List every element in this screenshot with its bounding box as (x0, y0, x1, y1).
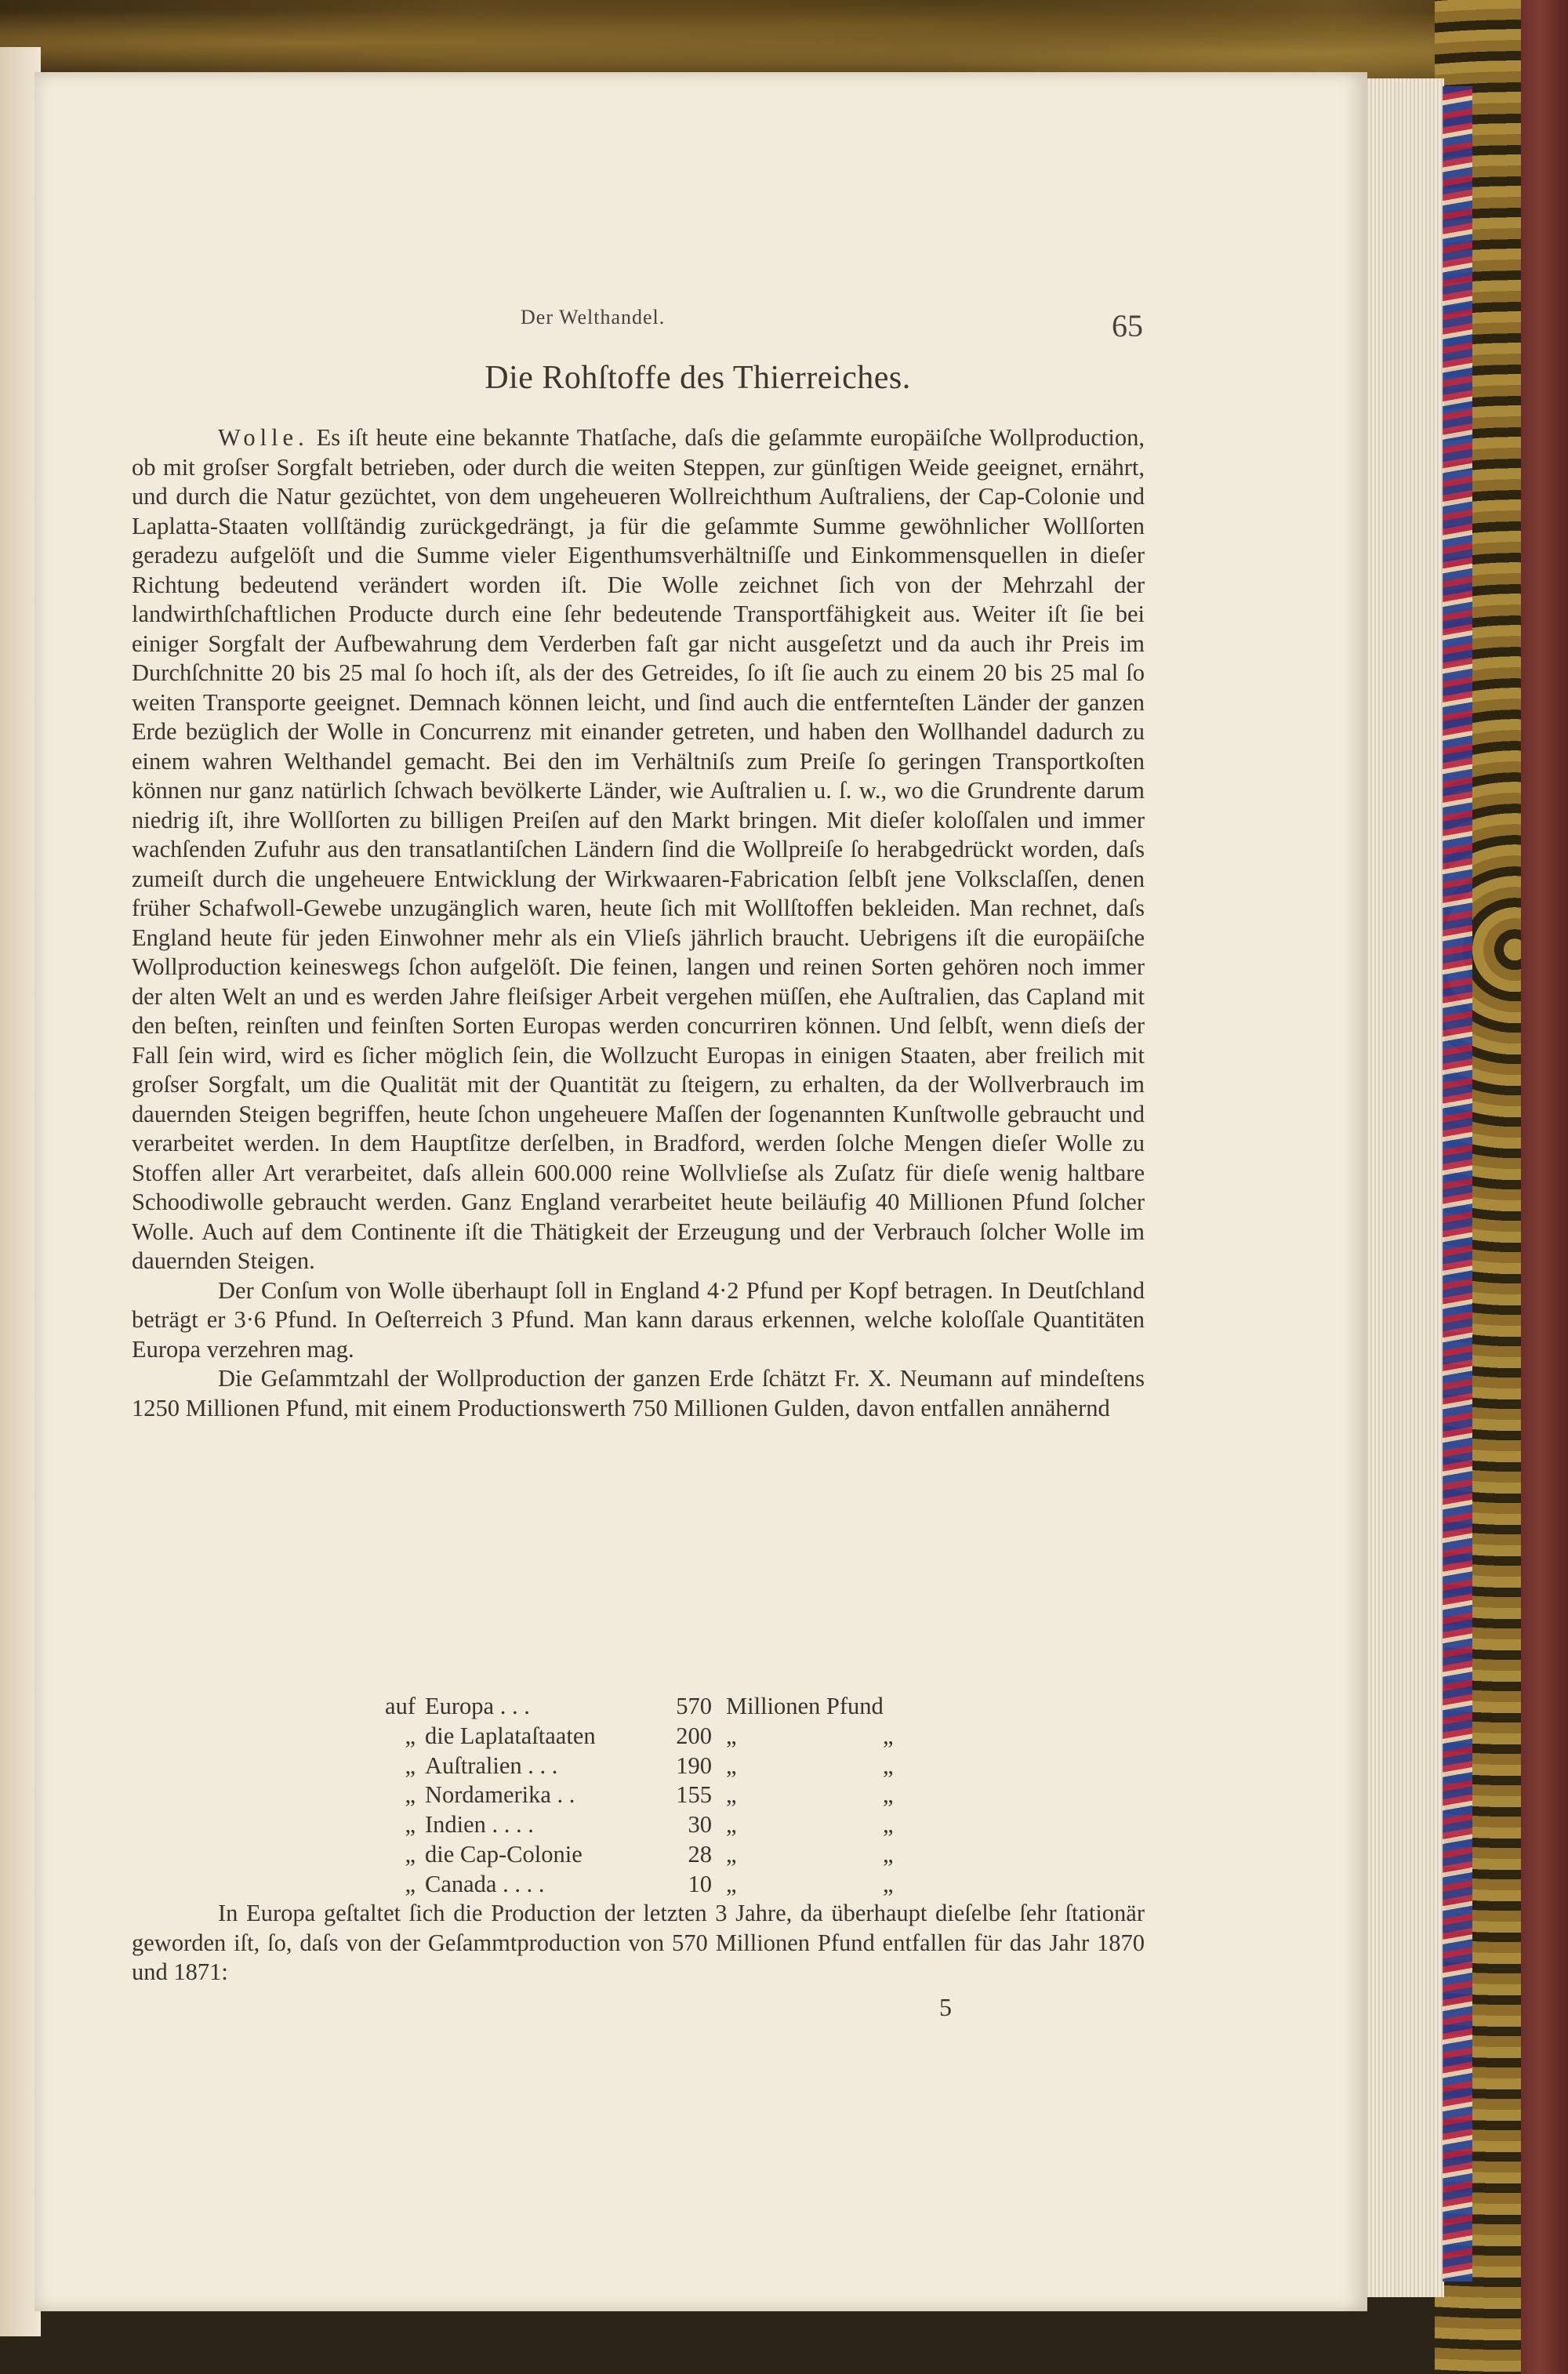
row-prefix: „ (405, 1751, 416, 1779)
page-number: 65 (1112, 308, 1143, 343)
row-prefix: „ (405, 1722, 416, 1749)
row-unit: „ (726, 1722, 737, 1749)
row-value: 190 (676, 1751, 712, 1779)
row-region: Indien . . . . (425, 1811, 534, 1839)
row-prefix: „ (405, 1781, 416, 1809)
row-value: 30 (688, 1811, 712, 1839)
closing-text (132, 1899, 1145, 1987)
paragraph-text: Es iſt heute eine bekannte Thatſache, daſs die geſammte europäiſche Wollproduction, ob mit groſser Sorgfalt betrieben, oder durch die weiten Steppen, zur günſtigen Weide geeignet, ernährt, und durch die Natur gezüchtet, von dem ungeheueren Wollreichthum Auſtraliens, der Cap-Colonie und Laplatta-Staaten vollſtändig zurückgedrängt, ja für die geſammte Summe gewöhnlicher Wollſorten geradezu aufgelöſt und die Summe vieler Eigenthumsverhältniſſe und Einkommensquellen in dieſer Richtung bedeutend verändert worden iſt. Die Wolle zeichnet ſich von der Mehrzahl der landwirthſchaftlichen Producte durch eine ſehr bedeutende Transportfähigkeit aus. Weiter iſt ſie bei einiger Sorgfalt der Aufbewahrung dem Verderben faſt gar nicht ausgeſetzt und da auch ihr Preis im Durchſchnitte 20 bis 25 mal ſo hoch iſt, als der des Getreides, ſo iſt ſie auch zu einem 20 bis 25 mal ſo weiten Transporte geeignet. Demnach können leicht, und ſind auch die entfernteſten Länder der ganzen Erde bezüglich der Wolle in Concurrenz mit einander getreten, und haben den Wollhandel dadurch zu einem wahren Welthandel gemacht. Bei den im Verhältniſs zum Preiſe ſo geringen Transportkoſten können nur ganz natürlich ſchwach bevölkerte Länder, wie Auſtralien u. ſ. w., wo die Grundrente darum niedrig iſt, ihre Wollſorten zu billigen Preiſen auf den Markt bringen. Mit dieſer koloſſalen und immer wachſenden Zufuhr aus den transatlantiſchen Ländern ſind die Wollpreiſe ſo herabgedrückt worden, daſs zumeiſt durch die ungeheuere Entwicklung der Wirkwaaren-Fabrication ſelbſt jene Volksclaſſen, denen früher Schafwoll-Gewebe unzugänglich waren, heute ſich mit Wollſtoffen bekleiden. Man rechnet, daſs England heute für jeden Einwohner mehr als ein Vlieſs jährlich braucht. Uebrigens iſt die europäiſche Wollproduction keineswegs ſchon aufgelöſt. Die feinen, langen und reinen Sorten gehören noch immer der alten Welt an und es werden Jahre fleiſsiger Arbeit vergehen müſſen, ehe Auſtralien, das Capland mit den beſten, reinſten und feinſten Sorten Europas werden concurriren können. Und ſelbſt, wenn dieſs der Fall ſein wird, wird es ſicher möglich ſein, die Wollzucht Europas in einigen Staaten, aber freilich mit groſser Sorgfalt, um die Qualität mit der Quantität zu ſteigern, zu erhalten, da der Wollverbrauch im dauernden Steigen begriffen, heute ſchon ungeheuere Maſſen der ſogenannten Kunſtwolle gebraucht und verarbeitet werden. In dem Hauptſitze derſelben, in Bradford, werden ſolche Mengen dieſer Wolle zu Stoffen aller Art verarbeitet, daſs allein 600.000 reine Wollvlieſse als Zuſatz für dieſe wenig haltbare Schoodiwolle gebraucht werden. Ganz England verarbeitet heute beiläufig 40 Millionen Pfund ſolcher Wolle. Auch auf dem Continente iſt die Thätigkeit der Erzeugung und der Verbrauch ſolcher Wolle im dauernden Steigen. (132, 424, 1145, 1274)
row-region: Auſtralien . . . (425, 1751, 558, 1779)
row-unit: „ (726, 1870, 737, 1897)
row-unit: „ (726, 1781, 737, 1809)
row-unit2: „ (883, 1781, 894, 1809)
row-unit2: „ (883, 1722, 894, 1749)
table-row (367, 1810, 963, 1840)
row-region: Europa . . . (425, 1693, 530, 1719)
table-row (367, 1781, 963, 1810)
paragraph-europa: In Europa geſtaltet ſich die Production der letzten 3 Jahre, da überhaupt dieſelbe ſehr ſtationär geworden iſt, ſo, daſs von der Geſammtproduction von 570 Millionen Pfund entfallen für das Jahr 1870 und 1871: (132, 1900, 1145, 1985)
row-prefix: auf (385, 1693, 416, 1719)
row-unit2: „ (883, 1840, 894, 1868)
table-row (367, 1692, 963, 1722)
table-row (367, 1751, 963, 1781)
page-block-edges (1356, 78, 1444, 2297)
book-spine (1521, 0, 1568, 2374)
table-row (367, 1840, 963, 1870)
table-row (367, 1722, 963, 1751)
signature-mark: 5 (939, 1993, 952, 2021)
row-region: Canada . . . . (425, 1870, 545, 1897)
row-region: die Cap-Colonie (425, 1840, 583, 1868)
row-value: 155 (676, 1781, 712, 1809)
row-value: 570 (676, 1693, 712, 1719)
row-prefix: „ (405, 1811, 416, 1839)
row-prefix: „ (405, 1870, 416, 1897)
row-unit: „ (726, 1811, 737, 1839)
row-unit: Millionen Pfund (726, 1693, 884, 1719)
table-row (367, 1870, 963, 1900)
paragraph-wolle (132, 423, 1145, 1276)
paragraph-lead: Wolle. (218, 424, 309, 451)
row-value: 28 (688, 1840, 712, 1868)
row-prefix: „ (405, 1840, 416, 1868)
paragraph-gesammtzahl: Die Geſammtzahl der Wollproduction der ganzen Erde ſchätzt Fr. X. Neumann auf mindeſtens 1250 Millionen Pfund, mit einem Productionswerth 750 Millionen Gulden, davon entfallen annähernd (132, 1365, 1145, 1421)
row-unit2: „ (883, 1751, 894, 1779)
row-region: die Laplataſtaaten (425, 1722, 596, 1749)
body-text (132, 423, 1145, 1423)
row-region: Nordamerika . . (425, 1781, 575, 1809)
running-head: Der Welthandel. (521, 306, 666, 329)
row-unit: „ (726, 1840, 737, 1868)
row-unit2 (883, 1692, 961, 1722)
row-unit2: „ (883, 1811, 894, 1839)
row-value: 10 (688, 1870, 712, 1897)
row-value: 200 (676, 1722, 712, 1749)
row-unit: „ (726, 1751, 737, 1779)
marbled-page-edge (1443, 86, 1472, 2281)
row-unit2: „ (883, 1870, 894, 1897)
production-table (367, 1692, 963, 1900)
paragraph-consum: Der Conſum von Wolle überhaupt ſoll in England 4·2 Pfund per Kopf betragen. In Deutſchland beträgt er 3·6 Pfund. In Oeſterreich 3 Pfund. Man kann daraus erkennen, welche koloſſale Quantitäten Europa verzehren mag. (132, 1276, 1145, 1363)
section-title: Die Rohſtoffe des Thierreiches. (485, 360, 911, 396)
